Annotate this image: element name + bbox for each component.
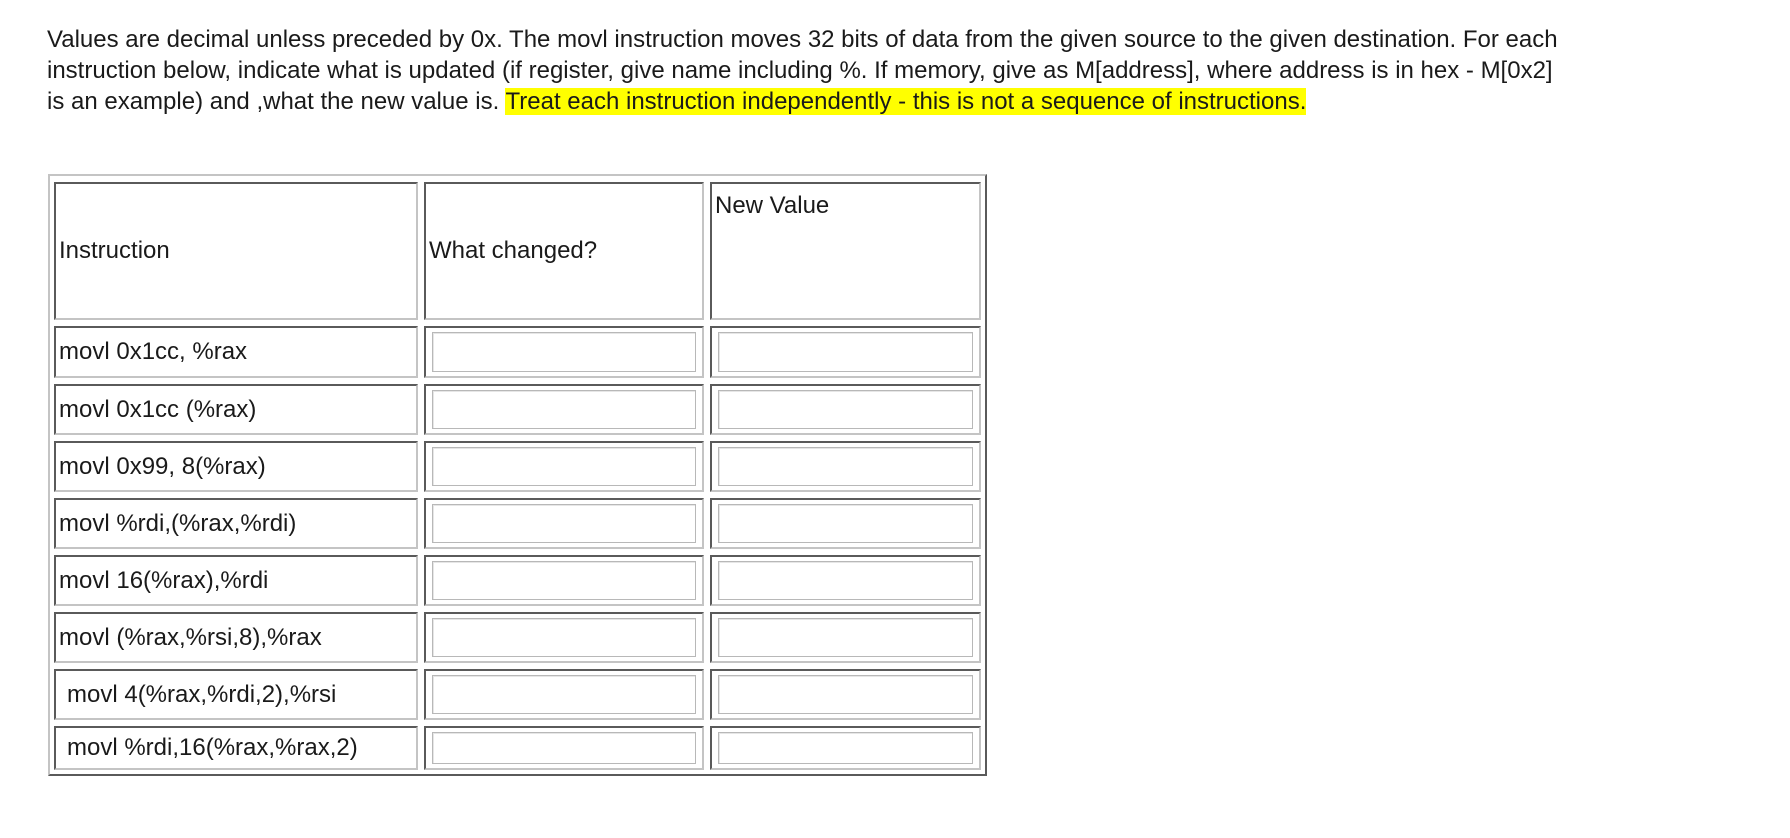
what-changed-cell	[424, 669, 704, 720]
what-changed-input[interactable]	[432, 675, 696, 714]
new-value-input[interactable]	[718, 732, 973, 764]
header-instruction-label: Instruction	[59, 237, 170, 264]
instruction-text: movl 0x1cc (%rax)	[59, 395, 257, 423]
instruction-text: movl (%rax,%rsi,8),%rax	[59, 623, 322, 651]
new-value-cell	[710, 555, 981, 606]
new-value-cell	[710, 384, 981, 435]
what-changed-cell	[424, 612, 704, 663]
header-instruction	[54, 182, 418, 320]
new-value-cell	[710, 326, 981, 378]
new-value-cell	[710, 726, 981, 770]
what-changed-input[interactable]	[432, 504, 696, 543]
what-changed-cell	[424, 384, 704, 435]
new-value-input[interactable]	[718, 332, 973, 372]
new-value-input[interactable]	[718, 561, 973, 600]
instruction-cell	[54, 498, 418, 549]
what-changed-input[interactable]	[432, 390, 696, 429]
what-changed-input[interactable]	[432, 447, 696, 486]
answer-table	[48, 174, 987, 776]
instruction-cell	[54, 726, 418, 770]
instruction-text: movl 0x1cc, %rax	[59, 338, 248, 365]
instruction-cell	[54, 384, 418, 435]
what-changed-cell	[424, 726, 704, 770]
intro-line-3: is an example) and ,what the new value is.	[47, 88, 506, 115]
instruction-cell	[54, 612, 418, 663]
new-value-input[interactable]	[718, 675, 973, 714]
new-value-cell	[710, 669, 981, 720]
what-changed-input[interactable]	[432, 618, 696, 657]
header-new-value	[710, 182, 981, 320]
new-value-cell	[710, 441, 981, 492]
instruction-text: movl 16(%rax),%rdi	[59, 566, 269, 594]
instruction-text: movl 4(%rax,%rdi,2),%rsi	[67, 680, 337, 708]
instruction-cell	[54, 441, 418, 492]
what-changed-input[interactable]	[432, 732, 696, 764]
header-what-changed-label: What changed?	[429, 237, 598, 264]
highlighted-note: Treat each instruction independently - this is not a sequence of instructions.	[505, 88, 1307, 115]
what-changed-cell	[424, 326, 704, 378]
what-changed-cell	[424, 555, 704, 606]
new-value-input[interactable]	[718, 504, 973, 543]
new-value-cell	[710, 498, 981, 549]
instruction-cell	[54, 555, 418, 606]
new-value-input[interactable]	[718, 618, 973, 657]
what-changed-input[interactable]	[432, 332, 696, 372]
instruction-cell	[54, 326, 418, 378]
new-value-cell	[710, 612, 981, 663]
intro-line-1: Values are decimal unless preceded by 0x. The movl instruction moves 32 bits of data from the given source to the given destination. For each	[47, 26, 1558, 53]
what-changed-input[interactable]	[432, 561, 696, 600]
header-new-value-label: New Value	[715, 192, 830, 219]
what-changed-cell	[424, 498, 704, 549]
what-changed-cell	[424, 441, 704, 492]
instruction-text: movl %rdi,16(%rax,%rax,2)	[67, 734, 358, 761]
instruction-cell	[54, 669, 418, 720]
header-what-changed	[424, 182, 704, 320]
instructions-paragraph	[47, 24, 1747, 117]
new-value-input[interactable]	[718, 390, 973, 429]
instruction-text: movl 0x99, 8(%rax)	[59, 452, 266, 480]
instruction-text: movl %rdi,(%rax,%rdi)	[59, 509, 297, 537]
intro-line-2: instruction below, indicate what is updated (if register, give name including %. If memory, give as M[address], where address is in hex - M[0x2]	[47, 57, 1553, 84]
new-value-input[interactable]	[718, 447, 973, 486]
